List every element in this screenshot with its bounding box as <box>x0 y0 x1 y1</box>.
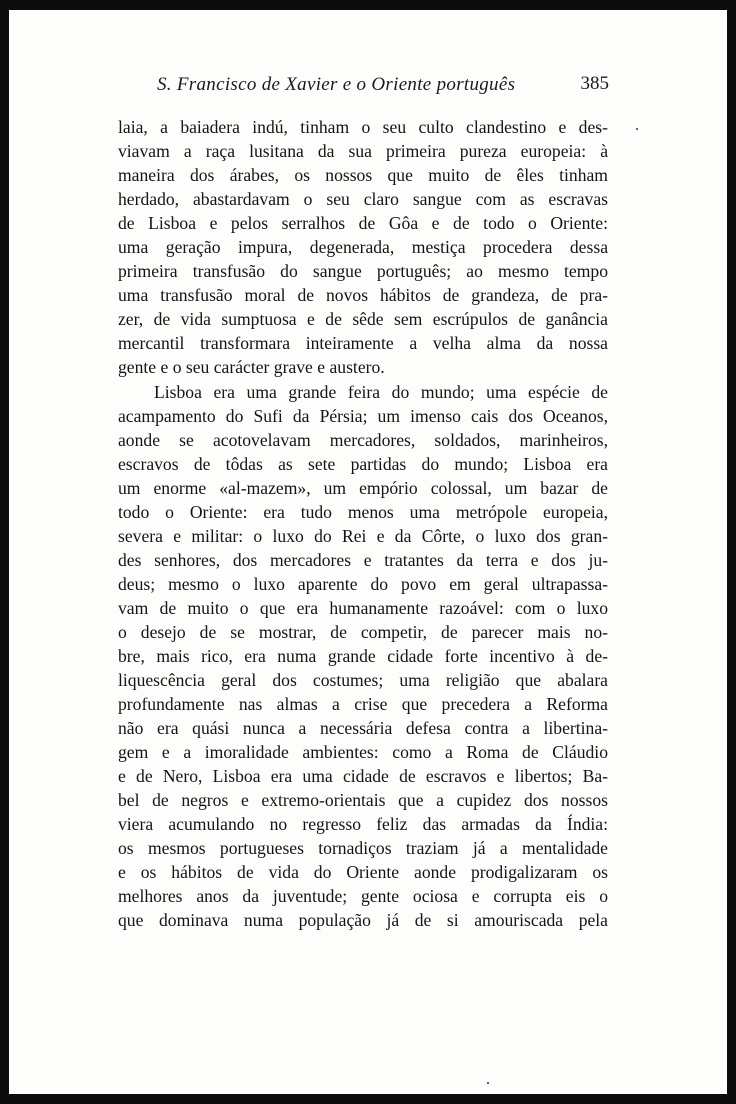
text-line: primeira transfusão do sangue português; ao mesmo tempo <box>118 261 608 281</box>
paper-speck <box>487 1082 489 1084</box>
text-line: liquescência geral dos costumes; uma religião que abalara <box>118 670 608 690</box>
text-line: Lisboa era uma grande feira do mundo; uma espécie de <box>154 382 608 402</box>
text-line: melhores anos da juventude; gente ociosa e corrupta eis o <box>118 886 608 906</box>
text-line: bel de negros e extremo-orientais que a cupidez dos nossos <box>118 790 608 810</box>
text-line: viavam a raça lusitana da sua primeira pureza europeia: à <box>118 141 608 161</box>
running-title: S. Francisco de Xavier e o Oriente português <box>157 74 516 95</box>
text-line: que dominava numa população já de si amouriscada pela <box>118 910 608 930</box>
text-line: todo o Oriente: era tudo menos uma metrópole europeia, <box>118 502 608 522</box>
text-line: e de Nero, Lisboa era uma cidade de escravos e libertos; Ba- <box>118 766 608 786</box>
page-number: 385 <box>580 73 609 94</box>
text-line: gem e a imoralidade ambientes: como a Roma de Cláudio <box>118 742 608 762</box>
text-line: escravos de tôdas as sete partidas do mundo; Lisboa era <box>118 454 608 474</box>
text-line: maneira dos árabes, os nossos que muito de êles tinham <box>118 165 608 185</box>
running-header <box>109 72 609 100</box>
text-line: acampamento do Sufi da Pérsia; um imenso cais dos Oceanos, <box>118 406 608 426</box>
text-line: o desejo de se mostrar, de competir, de parecer mais no- <box>118 622 608 642</box>
text-line: bre, mais rico, era numa grande cidade forte incentivo à de- <box>118 646 608 666</box>
text-line: uma geração impura, degenerada, mestiça procedera dessa <box>118 237 608 257</box>
text-line: des senhores, dos mercadores e tratantes da terra e dos ju- <box>118 550 608 570</box>
text-line: vam de muito o que era humanamente razoável: com o luxo <box>118 598 608 618</box>
text-line: deus; mesmo o luxo aparente do povo em geral ultrapassa- <box>118 574 608 594</box>
text-line: mercantil transformara inteiramente a velha alma da nossa <box>118 333 608 353</box>
text-line: os mesmos portugueses tornadiços traziam já a mentalidade <box>118 838 608 858</box>
paper-speck <box>636 128 638 130</box>
text-line: aonde se acotovelavam mercadores, soldados, marinheiros, <box>118 430 608 450</box>
text-line: laia, a baiadera indú, tinham o seu culto clandestino e des- <box>118 117 608 137</box>
text-line: de Lisboa e pelos serralhos de Gôa e de todo o Oriente: <box>118 213 608 233</box>
text-line: herdado, abastardavam o seu claro sangue com as escravas <box>118 189 608 209</box>
text-line: severa e militar: o luxo do Rei e da Côrte, o luxo dos gran- <box>118 526 608 546</box>
text-line: zer, de vida sumptuosa e de sêde sem escrúpulos de ganância <box>118 309 608 329</box>
text-line: e os hábitos de vida do Oriente aonde prodigalizaram os <box>118 862 608 882</box>
text-line: viera acumulando no regresso feliz das armadas da Índia: <box>118 814 608 834</box>
text-line: profundamente nas almas a crise que precedera a Reforma <box>118 694 608 714</box>
text-line: não era quási nunca a necessária defesa contra a libertina- <box>118 718 608 738</box>
page <box>9 10 727 1094</box>
text-line: gente e o seu carácter grave e austero. <box>118 357 385 377</box>
text-line: um enorme «al-mazem», um empório colossal, um bazar de <box>118 478 608 498</box>
text-line: uma transfusão moral de novos hábitos de grandeza, de pra- <box>118 285 608 305</box>
